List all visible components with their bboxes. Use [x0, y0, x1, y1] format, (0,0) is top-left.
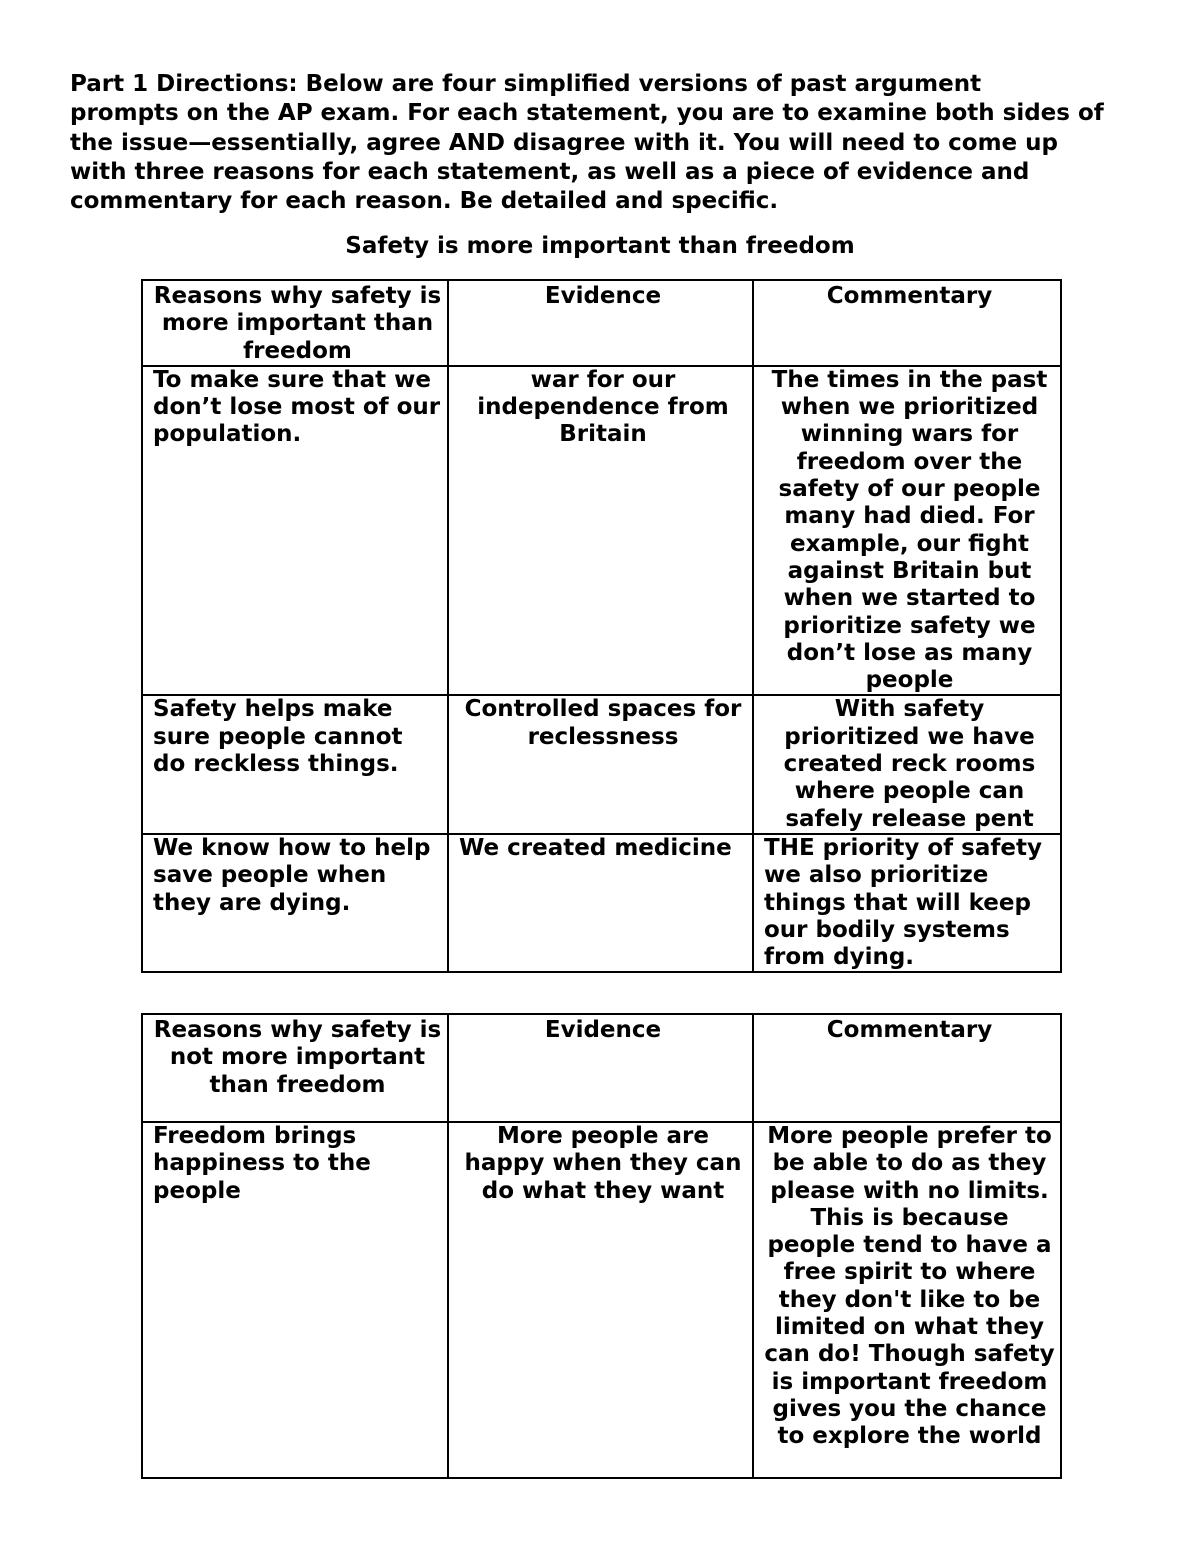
- table-row: [142, 695, 1061, 833]
- table-header-row: [142, 1014, 1061, 1122]
- table-header-row: [142, 280, 1061, 366]
- evidence-cell: Controlled spaces for reclessness: [448, 695, 753, 833]
- reason-cell: Freedom brings happiness to the people: [142, 1122, 448, 1478]
- header-reasons: Reasons why safety is not more important than freedom: [142, 1014, 448, 1122]
- reason-cell: Safety helps make sure people cannot do reckless things.: [142, 695, 448, 833]
- header-commentary: Commentary: [753, 280, 1061, 366]
- commentary-cell: THE priority of safety we also prioritize things that will keep our bodily systems from dying.: [753, 834, 1061, 972]
- statement-heading: Safety is more important than freedom: [345, 233, 855, 259]
- con-argument-table: [141, 1013, 1062, 1479]
- commentary-cell: With safety prioritized we have created reck rooms where people can safely release pent: [753, 695, 1061, 833]
- commentary-cell: The times in the past when we prioritized winning wars for freedom over the safety of our people many had died. For example, our fight against Britain but when we started to prioritize safety we don’t lose as many people: [753, 366, 1061, 696]
- header-evidence: Evidence: [448, 1014, 753, 1122]
- header-reasons: Reasons why safety is more important than freedom: [142, 280, 448, 366]
- evidence-cell: We created medicine: [448, 834, 753, 972]
- directions-text: Part 1 Directions: Below are four simplified versions of past argument prompts on the AP exam. For each statement, you are to examine both sides of the issue—essentially, agree AND disagree with it. You will need to come up with three reasons for each statement, as well as a piece of evidence and commentary for each reason. Be detailed and specific.: [70, 71, 1104, 215]
- table-row: [142, 834, 1061, 972]
- table-row: [142, 1122, 1061, 1478]
- header-evidence: Evidence: [448, 280, 753, 366]
- evidence-cell: war for our independence from Britain: [448, 366, 753, 696]
- pro-argument-table: [141, 279, 1062, 973]
- reason-cell: To make sure that we don’t lose most of our population.: [142, 366, 448, 696]
- commentary-cell: More people prefer to be able to do as they please with no limits. This is because people tend to have a free spirit to where they don't like to be limited on what they can do! Though safety is important freedom gives you the chance to explore the world: [753, 1122, 1061, 1478]
- table-row: [142, 366, 1061, 696]
- reason-cell: We know how to help save people when they are dying.: [142, 834, 448, 972]
- header-commentary: Commentary: [753, 1014, 1061, 1122]
- evidence-cell: More people are happy when they can do what they want: [448, 1122, 753, 1478]
